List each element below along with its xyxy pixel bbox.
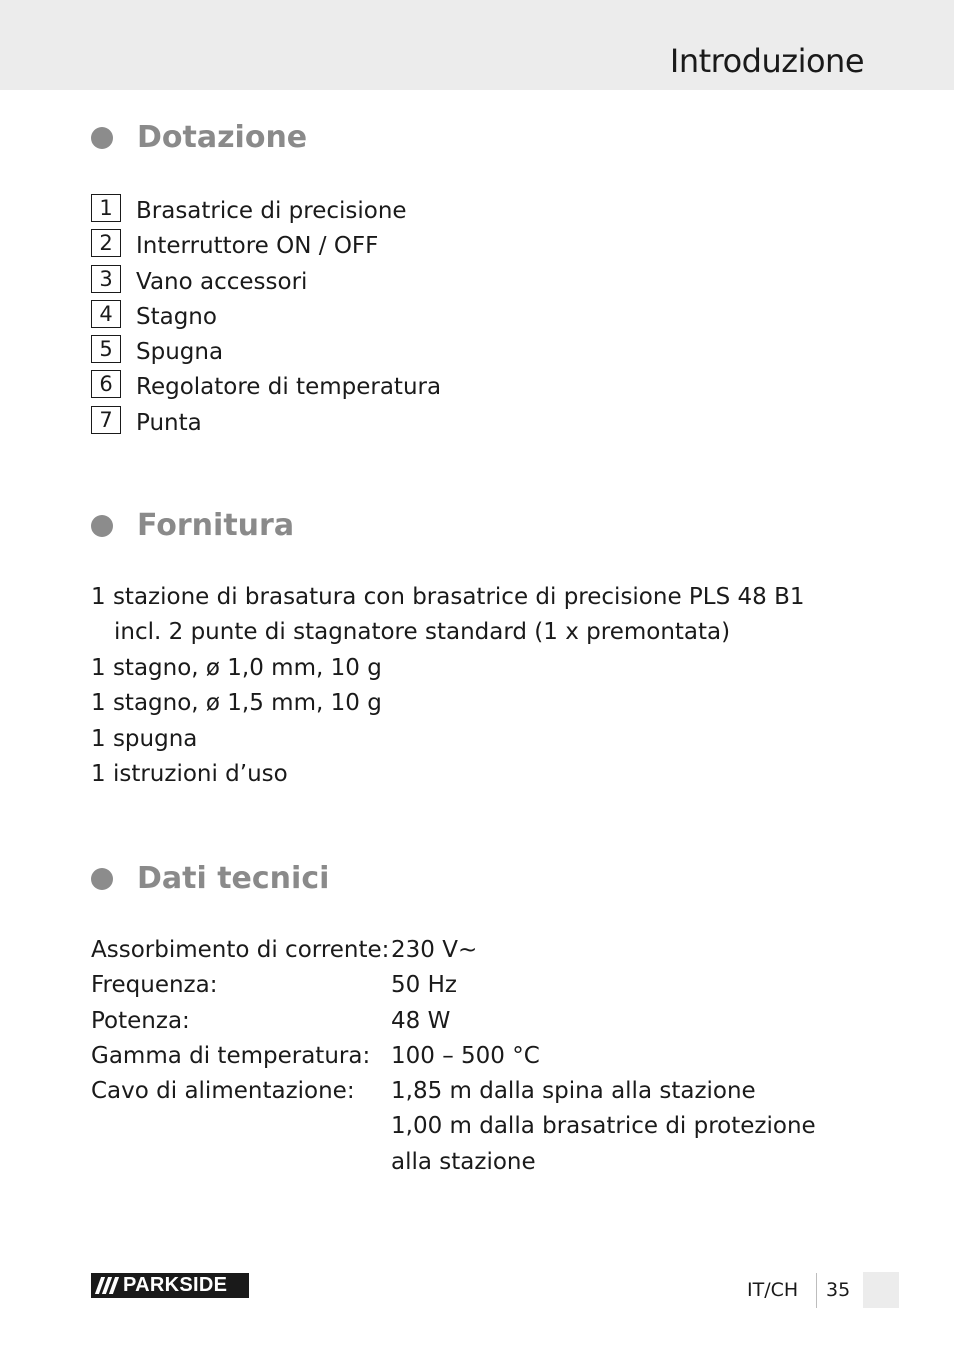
spec-label: Cavo di alimentazione: [91, 1078, 355, 1105]
spec-value: alla stazione [391, 1148, 536, 1175]
part-number-box: 6 [91, 370, 121, 398]
part-number-box: 2 [91, 229, 121, 257]
table-row [91, 933, 816, 968]
section-heading-dotazione [91, 118, 308, 158]
spec-label: Gamma di temperatura: [91, 1042, 371, 1069]
list-item: incl. 2 punte di stagnatore standard (1 x premontata) [114, 619, 731, 646]
spec-value: 230 V~ [391, 937, 478, 963]
footer-language: IT/CH [747, 1279, 799, 1301]
section-heading-dati-tecnici [91, 859, 330, 899]
list-item: 1 stazione di brasatura con brasatrice di precisione PLS 48 B1 [91, 584, 805, 610]
list-item: 1 stagno, ø 1,5 mm, 10 g [91, 690, 382, 717]
spec-label: Frequenza: [91, 972, 218, 999]
section-heading-fornitura [91, 506, 295, 546]
part-number-box: 3 [91, 265, 121, 293]
part-number-box: 5 [91, 335, 121, 363]
bullet-icon [91, 868, 113, 890]
spec-value: 100 – 500 °C [391, 1042, 540, 1069]
logo-stripes-icon [91, 1273, 121, 1298]
part-label: Brasatrice di precisione [136, 198, 407, 224]
spec-table [91, 933, 816, 1180]
part-number-box: 7 [91, 406, 121, 434]
spec-label: Potenza: [91, 1007, 190, 1034]
parkside-logo [91, 1273, 249, 1298]
part-label: Stagno [136, 303, 217, 330]
table-row [91, 1074, 816, 1180]
supply-list [91, 580, 805, 792]
part-label: Spugna [136, 339, 224, 366]
list-item: 1 istruzioni d’uso [91, 761, 288, 788]
part-number-box: 4 [91, 300, 121, 328]
table-row [91, 1039, 816, 1074]
section-title: Dotazione [137, 120, 308, 155]
bullet-icon [91, 127, 113, 149]
page-number: 35 [826, 1279, 851, 1301]
spec-value: 1,00 m dalla brasatrice di protezione [391, 1113, 816, 1140]
table-row [91, 968, 816, 1003]
spec-value: 1,85 m dalla spina alla stazione [391, 1078, 756, 1105]
list-item: 1 spugna [91, 725, 198, 752]
part-label: Regolatore di temperatura [136, 374, 442, 401]
table-row [91, 1004, 816, 1039]
list-item: 1 stagno, ø 1,0 mm, 10 g [91, 654, 382, 681]
spec-value: 48 W [391, 1007, 451, 1034]
section-title: Fornitura [137, 508, 295, 543]
part-number-box: 1 [91, 194, 121, 222]
logo-text: PARKSIDE [123, 1274, 228, 1296]
footer-tab-box [863, 1272, 899, 1308]
spec-value: 50 Hz [391, 972, 457, 999]
section-title: Dati tecnici [137, 861, 330, 896]
page-title: Introduzione [669, 42, 864, 80]
bullet-icon [91, 515, 113, 537]
part-label: Vano accessori [136, 268, 308, 295]
part-label: Interruttore ON / OFF [136, 233, 379, 260]
part-label: Punta [136, 409, 202, 436]
spec-label: Assorbimento di corrente: [91, 937, 390, 963]
footer-divider [816, 1273, 817, 1308]
